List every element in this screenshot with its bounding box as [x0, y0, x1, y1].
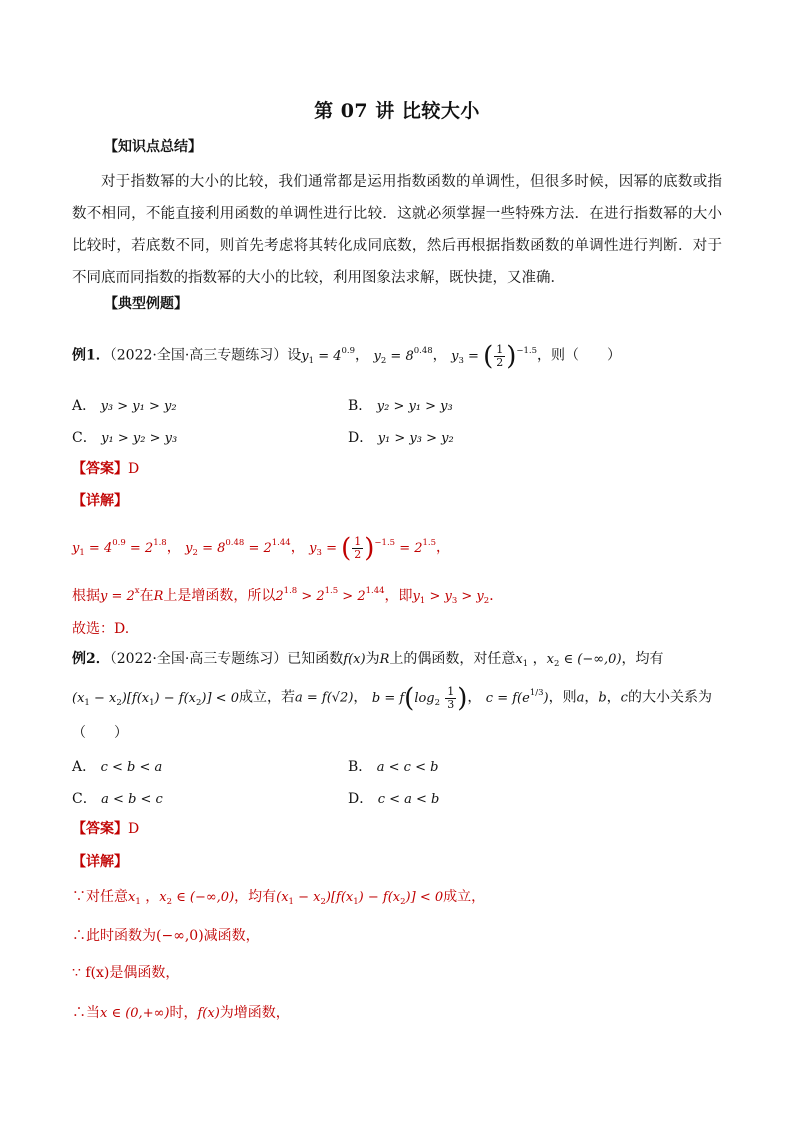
- example-1-detail-heading: 【详解】: [72, 493, 128, 509]
- example-2-step-3: ∵ f(x)是偶函数，: [72, 965, 180, 981]
- example-2-step-4: ∴当x ∈ (0,+∞)时，f(x)为增函数，: [72, 1005, 290, 1021]
- example-1-stem: 例1．（2022·全国·高三专题练习）设$y_1 = 4^{0.9}$， $y_2 = 8^{0.48}$， $y_3$ = ( $\frac{1}{2}$ )$^{-1.5}$，则（ ）: [72, 341, 622, 371]
- example-2-option-d: D． c < a < b: [348, 791, 440, 807]
- example-2-step-2: ∴此时函数为(−∞,0)减函数，: [72, 928, 260, 944]
- example-1-y1: $y_1 = 4^{0.9}$: [301, 345, 356, 366]
- example-2-answer: 【答案】D: [72, 821, 140, 837]
- example-1-reason: 根据$y = 2^x$在R上是增函数，所以$2^{1.8} > 2^{1.5} > 2^{1.44}$，即$y_1 > y_3 > y_2$．: [72, 586, 504, 606]
- example-1-tail: ，则（ ）: [537, 347, 622, 364]
- section-heading-examples: 【典型例题】: [104, 296, 188, 312]
- example-1-y3: $y_3$ = ( $\frac{1}{2}$ )$^{-1.5}$: [451, 341, 538, 371]
- example-2-stem-line-2: $(x_1 - x_2)[f(x_1) - f(x_2)] < 0$成立，若a = f(√2)， $b = f(\log_2$ $\frac{1}{3}$ )， $c = f(e^{1/3})$，则a，b，c的大小关系为: [72, 683, 712, 713]
- example-1-option-d: D． y₁ > y₃ > y₂: [348, 430, 454, 446]
- example-2-label: 例2．: [72, 651, 110, 667]
- summary-paragraph: 对于指数幂的大小的比较，我们通常都是运用指数函数的单调性，但很多时候，因幂的底数或指数不相同，不能直接利用函数的单调性进行比较．这就必须掌握一些特殊方法．在进行指数幂的大小比较时，若底数不同，则首先考虑将其转化成同底数，然后再根据指数函数的单调性进行判断．对于不同底而同指数的指数幂的大小的比较，利用图象法求解，既快捷，又准确．: [72, 174, 722, 286]
- example-1-answer: 【答案】D: [72, 461, 140, 477]
- page-title: 第 07 讲 比较大小: [314, 100, 480, 122]
- example-1-conclusion: 故选：D.: [72, 621, 130, 637]
- example-1-y2: $y_2 = 8^{0.48}$: [373, 345, 433, 366]
- example-1-work: $y_1 = 4^{0.9} = 2^{1.8}$， $y_2 = 8^{0.48} = 2^{1.44}$， $y_3$ = ( $\frac{1}{2}$ )$^{-1.5} = 2^{1.5}$，: [72, 533, 451, 563]
- example-2-option-c: C． a < b < c: [72, 791, 163, 807]
- example-1-option-a: A． y₃ > y₁ > y₂: [72, 398, 177, 414]
- example-2-option-a: A． c < b < a: [72, 759, 163, 775]
- example-2-step-1: ∵对任意$x_1$ ，$x_2$ ∈ (−∞,0)，均有$(x_1 - x_2)[f(x_1) - f(x_2)] < 0$成立，: [72, 889, 486, 907]
- example-2-blank: （ ）: [72, 725, 128, 741]
- example-1-option-c: C． y₁ > y₂ > y₃: [72, 430, 178, 446]
- example-1-option-b: B． y₂ > y₁ > y₃: [348, 398, 453, 414]
- example-1-source: （2022·全国·高三专题练习）设: [109, 347, 302, 364]
- example-2-stem-line-1: 例2．（2022·全国·高三专题练习）已知函数f(x)为R上的偶函数，对任意$x_1$ ，$x_2$ ∈ (−∞,0)，均有: [72, 651, 664, 669]
- example-2-detail-heading: 【详解】: [72, 854, 128, 870]
- example-2-option-b: B． a < c < b: [348, 759, 439, 775]
- section-heading-summary: 【知识点总结】: [104, 139, 202, 155]
- example-1-label: 例1．: [72, 347, 110, 364]
